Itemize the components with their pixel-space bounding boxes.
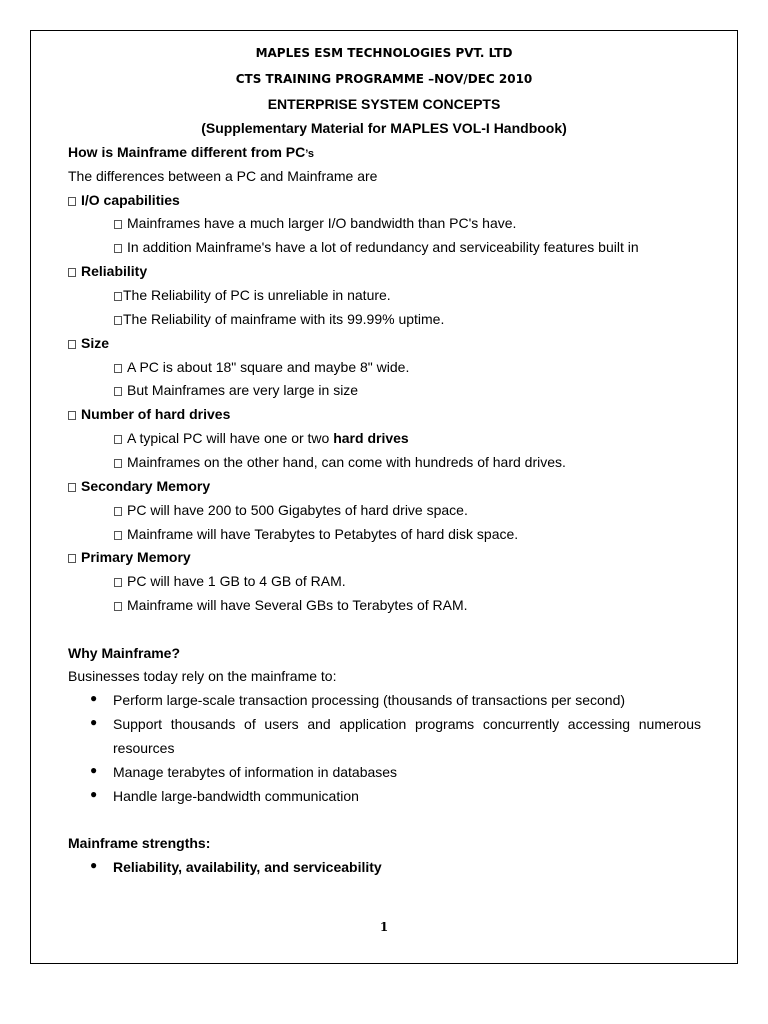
checkbox-glyph-icon [114,531,122,540]
bullet-icon: ● [90,691,98,705]
bullet-icon: ● [90,858,98,872]
checkbox-glyph-icon [114,578,122,587]
bullet-icon: ● [90,763,98,777]
list-item: PC will have 1 GB to 4 GB of RAM. [114,572,346,590]
checkbox-glyph-icon [114,602,122,611]
section-intro: The differences between a PC and Mainframe are [68,168,378,184]
list-item: A typical PC will have one or two hard drives [114,429,409,447]
document-subtitle: (Supplementary Material for MAPLES VOL-I Handbook) [201,120,567,136]
section-heading-differences [68,143,314,163]
checkbox-glyph-icon [68,268,76,277]
checkbox-glyph-icon [68,340,76,349]
checkbox-glyph-icon [114,435,122,444]
group-heading-secondary-memory: Secondary Memory [68,477,210,495]
list-item: Perform large-scale transaction processing (thousands of transactions per second) [113,692,626,708]
list-item: PC will have 200 to 500 Gigabytes of hard drive space. [114,501,468,519]
checkbox-glyph-icon [114,387,122,396]
list-item: Mainframe will have Several GBs to Terabytes of RAM. [114,596,468,614]
checkbox-glyph-icon [114,220,122,229]
page-number: 1 [379,920,389,934]
bullet-icon: ● [90,715,98,729]
list-item: In addition Mainframe's have a lot of redundancy and serviceability features built in [114,238,639,256]
section-heading-suffix: ’s [305,148,315,160]
checkbox-glyph-icon [114,459,122,468]
group-heading-primary-memory: Primary Memory [68,548,191,566]
checkbox-glyph-icon [114,507,122,516]
list-item: The Reliability of PC is unreliable in nature. [114,286,391,304]
checkbox-glyph-icon [68,554,76,563]
group-heading-hard-drives: Number of hard drives [68,405,230,423]
section-heading-text: How is Mainframe different from PC [68,144,306,160]
group-heading-size: Size [68,334,109,352]
section-intro: Businesses today rely on the mainframe to: [68,668,337,684]
list-item: Handle large-bandwidth communication [113,788,359,804]
list-item: Mainframe will have Terabytes to Petabytes of hard disk space. [114,525,518,543]
section-heading-why-mainframe: Why Mainframe? [68,645,181,661]
list-item: The Reliability of mainframe with its 99.99% uptime. [114,310,444,328]
checkbox-glyph-icon [68,411,76,420]
bullet-icon: ● [90,787,98,801]
list-item: Mainframes on the other hand, can come with hundreds of hard drives. [114,453,566,471]
programme-title: CTS TRAINING PROGRAMME –NOV/DEC 2010 [235,72,533,86]
section-heading-strengths: Mainframe strengths: [68,835,211,851]
document-title: ENTERPRISE SYSTEM CONCEPTS [267,96,501,112]
group-heading-io: I/O capabilities [68,191,180,209]
checkbox-glyph-icon [68,483,76,492]
checkbox-glyph-icon [114,316,122,325]
group-heading-reliability: Reliability [68,262,147,280]
checkbox-glyph-icon [114,244,122,253]
list-item: A PC is about 18" square and maybe 8" wide. [114,358,409,376]
checkbox-glyph-icon [114,364,122,373]
list-item: Mainframes have a much larger I/O bandwidth than PC's have. [114,214,516,232]
checkbox-glyph-icon [114,292,122,301]
list-item: Support thousands of users and application programs concurrently accessing numerous [113,716,701,732]
list-item-continuation: resources [113,740,175,756]
list-item: Manage terabytes of information in databases [113,764,398,780]
checkbox-glyph-icon [68,197,76,206]
company-name: MAPLES ESM TECHNOLOGIES PVT. LTD [255,46,513,60]
list-item: Reliability, availability, and serviceability [113,859,382,875]
list-item: But Mainframes are very large in size [114,381,358,399]
